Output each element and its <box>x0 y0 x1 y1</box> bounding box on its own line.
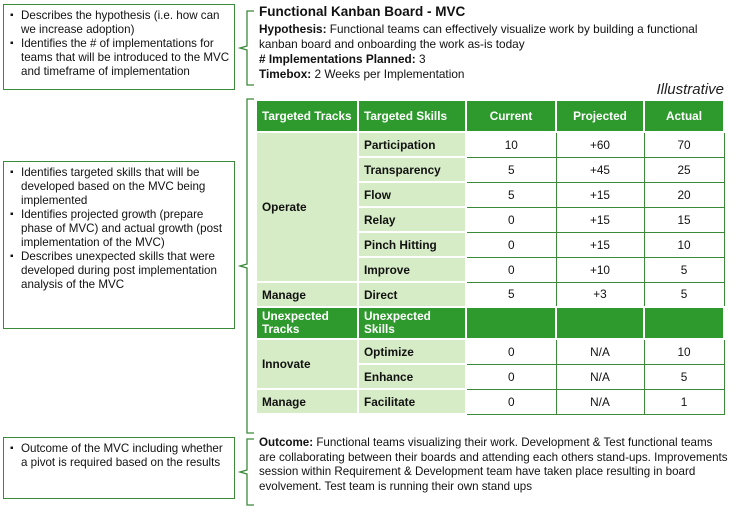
projected-cell: N/A <box>556 364 644 389</box>
actual-cell: 15 <box>644 207 724 232</box>
note-item: ▪ Identifies projected growth (prepare phase of MVC) and actual growth (post implementation of the MVC) <box>8 208 230 250</box>
header-blank <box>556 307 644 339</box>
current-cell: 5 <box>466 157 556 182</box>
actual-cell: 70 <box>644 132 724 157</box>
unexpected-header-row <box>256 307 724 339</box>
header-blank <box>644 307 724 339</box>
track-cell: Manage <box>256 282 358 307</box>
actual-cell: 20 <box>644 182 724 207</box>
table-row <box>256 339 724 364</box>
projected-cell: +10 <box>556 257 644 282</box>
header-unexpected-tracks: Unexpected Tracks <box>256 307 358 339</box>
projected-cell: +15 <box>556 232 644 257</box>
outcome <box>259 436 729 494</box>
board-header <box>259 4 729 82</box>
current-cell: 0 <box>466 339 556 364</box>
skill-cell: Direct <box>358 282 466 307</box>
note-item: ▪ Describes unexpected skills that were developed during post implementation analysis of the MVC <box>8 250 230 292</box>
actual-cell: 5 <box>644 282 724 307</box>
brace-middle <box>236 98 256 434</box>
actual-cell: 25 <box>644 157 724 182</box>
brace-bottom <box>236 438 256 506</box>
header-unexpected-skills: Unexpected Skills <box>358 307 466 339</box>
projected-cell: +15 <box>556 182 644 207</box>
actual-cell: 5 <box>644 257 724 282</box>
current-cell: 10 <box>466 132 556 157</box>
header-targeted-tracks: Targeted Tracks <box>256 100 358 132</box>
current-cell: 0 <box>466 232 556 257</box>
timebox <box>259 67 729 82</box>
impl-label: # Implementations Planned: <box>259 52 416 66</box>
current-cell: 0 <box>466 207 556 232</box>
table-row <box>256 389 724 414</box>
projected-cell: +60 <box>556 132 644 157</box>
note-item: ▪ Outcome of the MVC including whether a pivot is required based on the results <box>8 442 230 470</box>
current-cell: 5 <box>466 282 556 307</box>
timebox-label: Timebox: <box>259 67 312 81</box>
note-hypothesis-description <box>3 4 235 90</box>
track-cell: Manage <box>256 389 358 414</box>
note-item: ▪ Identifies the # of implementations for teams that will be introduced to the MVC and timeframe of implementation <box>8 37 230 79</box>
track-cell: Innovate <box>256 339 358 389</box>
illustrative-label: Illustrative <box>656 81 724 98</box>
table-header-row <box>256 100 724 132</box>
current-cell: 0 <box>466 389 556 414</box>
current-cell: 0 <box>466 364 556 389</box>
projected-cell: +15 <box>556 207 644 232</box>
page-title: Functional Kanban Board - MVC <box>259 4 466 19</box>
projected-cell: N/A <box>556 339 644 364</box>
skill-cell: Transparency <box>358 157 466 182</box>
skill-cell: Pinch Hitting <box>358 232 466 257</box>
skill-cell: Enhance <box>358 364 466 389</box>
actual-cell: 5 <box>644 364 724 389</box>
header-blank <box>466 307 556 339</box>
skill-cell: Participation <box>358 132 466 157</box>
brace-top <box>236 10 256 86</box>
header-projected: Projected <box>556 100 644 132</box>
actual-cell: 10 <box>644 232 724 257</box>
note-skills-description <box>3 161 235 329</box>
hypothesis-label: Hypothesis: <box>259 22 327 36</box>
outcome-label: Outcome: <box>259 436 314 449</box>
hypothesis-text: Functional teams can effectively visualize work by building a functional kanban board and onboarding the work as-is today <box>259 22 698 51</box>
note-item: ▪ Identifies targeted skills that will be developed based on the MVC being implemented <box>8 166 230 208</box>
skill-cell: Flow <box>358 182 466 207</box>
impl-value: 3 <box>415 52 426 66</box>
implementations-planned <box>259 52 729 67</box>
table-row <box>256 132 724 157</box>
actual-cell: 10 <box>644 339 724 364</box>
current-cell: 5 <box>466 182 556 207</box>
note-outcome-description <box>3 437 235 499</box>
track-cell: Operate <box>256 132 358 282</box>
skill-cell: Improve <box>358 257 466 282</box>
skills-table <box>255 99 725 415</box>
note-item: ▪ Describes the hypothesis (i.e. how can we increase adoption) <box>8 9 230 37</box>
projected-cell: +45 <box>556 157 644 182</box>
timebox-value: 2 Weeks per Implementation <box>311 67 465 81</box>
header-current: Current <box>466 100 556 132</box>
table-row <box>256 282 724 307</box>
projected-cell: +3 <box>556 282 644 307</box>
actual-cell: 1 <box>644 389 724 414</box>
outcome-text: Functional teams visualizing their work. Development & Test functional teams are collaborating between their boards and attending each others stand-ups. Improvements session within Requirement & Development team have taken place resulting in board evolvement. Test team is running their own stand ups <box>259 436 728 493</box>
skill-cell: Facilitate <box>358 389 466 414</box>
skill-cell: Relay <box>358 207 466 232</box>
header-targeted-skills: Targeted Skills <box>358 100 466 132</box>
current-cell: 0 <box>466 257 556 282</box>
projected-cell: N/A <box>556 389 644 414</box>
skill-cell: Optimize <box>358 339 466 364</box>
header-actual: Actual <box>644 100 724 132</box>
hypothesis <box>259 22 729 52</box>
